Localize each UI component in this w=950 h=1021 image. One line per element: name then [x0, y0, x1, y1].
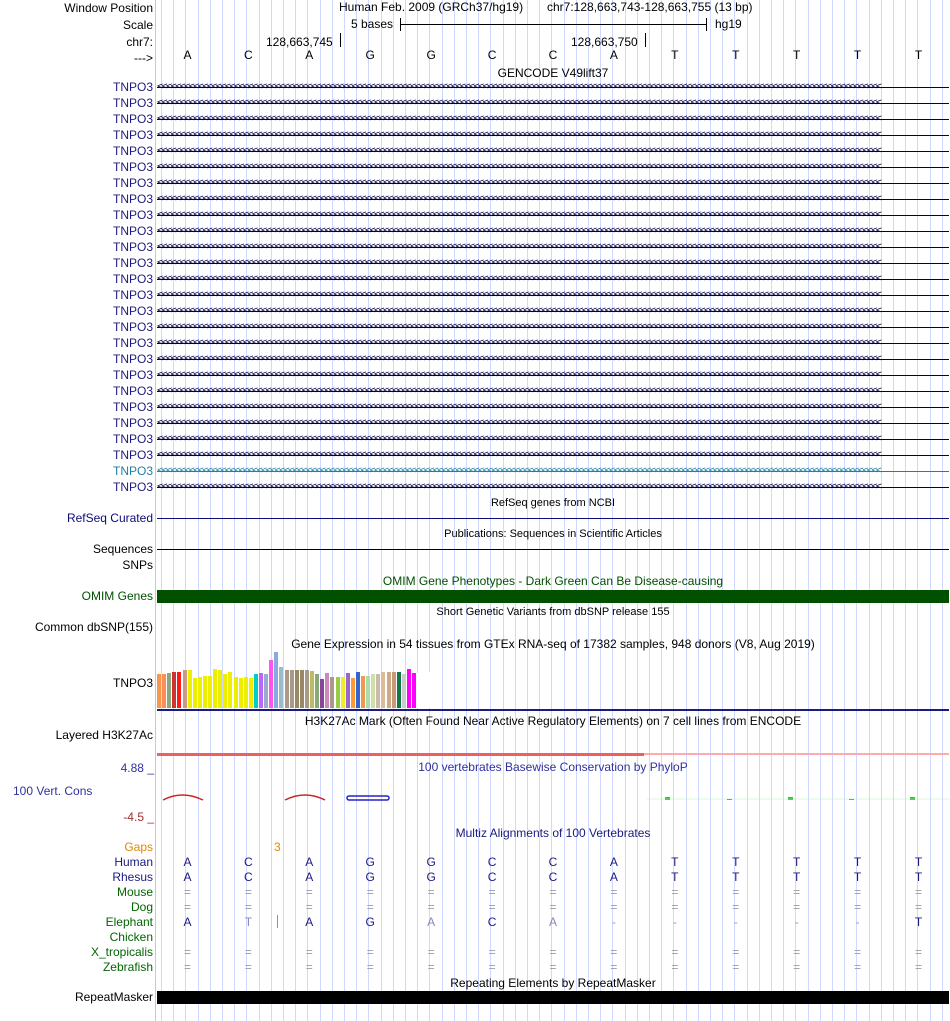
gtex-tissue-bar[interactable] — [422, 674, 426, 708]
coordinate-label-1: 128,663,745 — [266, 35, 333, 49]
aligned-base: = — [366, 900, 374, 914]
aligned-base: = — [854, 900, 862, 914]
gencode-intron-line — [157, 87, 949, 88]
aligned-base: A — [609, 855, 618, 869]
gencode-intron-line — [157, 183, 949, 184]
omim-track-label[interactable]: OMIM Genes — [81, 589, 153, 603]
scale-label: Scale — [122, 18, 153, 32]
aligned-base: = — [488, 945, 496, 959]
conservation-plot[interactable] — [157, 780, 949, 810]
gencode-intron-line — [157, 135, 949, 136]
aligned-base: = — [854, 885, 862, 899]
gencode-transcript-label[interactable]: TNPO3 — [112, 128, 153, 142]
gencode-intron-line — [157, 279, 949, 280]
aligned-base: - — [611, 915, 616, 929]
aligned-base: = — [793, 945, 801, 959]
gencode-intron-line — [157, 391, 949, 392]
aligned-base: = — [305, 945, 313, 959]
aligned-base: = — [915, 885, 923, 899]
gtex-tissue-bar[interactable] — [249, 678, 253, 708]
gtex-gene-line — [157, 709, 949, 711]
base-letter: G — [365, 48, 375, 62]
aligned-base: C — [244, 870, 253, 884]
gtex-tissue-bar[interactable] — [264, 674, 268, 708]
aligned-base: C — [487, 915, 497, 929]
aligned-base: = — [244, 945, 252, 959]
aligned-base: A — [305, 855, 314, 869]
aligned-base: = — [793, 885, 801, 899]
gtex-tissue-bar[interactable] — [213, 669, 217, 708]
species-label[interactable]: Rhesus — [112, 870, 153, 884]
gtex-tissue-bar[interactable] — [381, 672, 385, 708]
gtex-tissue-bar[interactable] — [193, 678, 197, 708]
species-alignment-row — [157, 900, 949, 915]
h3k27ac-signal-strong[interactable] — [157, 753, 644, 756]
gtex-tissue-bar[interactable] — [371, 674, 375, 708]
refseq-track-label[interactable]: RefSeq Curated — [66, 511, 153, 525]
aligned-base: = — [427, 960, 435, 974]
gtex-tissue-bar[interactable] — [172, 672, 176, 708]
chrom-label: chr7: — [126, 35, 153, 49]
gtex-tissue-bar[interactable] — [300, 670, 304, 708]
gencode-intron-line — [157, 103, 949, 104]
gencode-transcript-label[interactable]: TNPO3 — [112, 416, 153, 430]
species-alignment-row — [157, 915, 949, 930]
gtex-tissue-bar[interactable] — [218, 670, 222, 708]
gencode-intron-line — [157, 247, 949, 248]
gencode-intron-line — [157, 295, 949, 296]
aligned-base: = — [671, 900, 679, 914]
gtex-tissue-bar[interactable] — [228, 672, 232, 708]
gencode-intron-line — [157, 327, 949, 328]
gencode-intron-line — [157, 375, 949, 376]
gtex-tissue-bar[interactable] — [295, 670, 299, 708]
aligned-base: - — [672, 915, 677, 929]
base-letter: C — [244, 48, 253, 62]
aligned-base: = — [183, 945, 191, 959]
window-position-label: Window Position — [64, 1, 153, 15]
base-letter: C — [487, 48, 497, 62]
aligned-base: T — [793, 870, 801, 884]
gencode-transcript-label[interactable]: TNPO3 — [112, 368, 153, 382]
aligned-base: = — [244, 960, 252, 974]
species-alignment-row — [157, 945, 949, 960]
repeatmasker-track-label[interactable]: RepeatMasker — [74, 990, 153, 1004]
gencode-intron-line — [157, 343, 949, 344]
gtex-tissue-bar[interactable] — [392, 672, 396, 708]
aligned-base: T — [914, 915, 923, 929]
aligned-base: = — [183, 885, 191, 899]
aligned-base: T — [244, 915, 253, 929]
species-label[interactable]: X_tropicalis — [90, 945, 153, 959]
gtex-tissue-bar[interactable] — [366, 676, 370, 708]
gencode-transcript-label[interactable]: TNPO3 — [112, 224, 153, 238]
gtex-tissue-bar[interactable] — [397, 672, 401, 708]
gtex-tissue-bar[interactable] — [254, 674, 258, 708]
gtex-tissue-bar[interactable] — [198, 677, 202, 708]
aligned-base: = — [305, 885, 313, 899]
species-label[interactable]: Mouse — [116, 885, 153, 899]
gencode-transcript-label[interactable]: TNPO3 — [112, 112, 153, 126]
gtex-tissue-bar[interactable] — [234, 677, 238, 708]
gencode-transcript-label[interactable]: TNPO3 — [112, 272, 153, 286]
aligned-base: = — [915, 900, 923, 914]
coordinate-tick-1 — [340, 33, 341, 47]
gtex-tissue-bar[interactable] — [183, 670, 187, 708]
aligned-base: = — [549, 885, 557, 899]
aligned-base: T — [732, 870, 740, 884]
gencode-transcript-label[interactable]: TNPO3 — [112, 192, 153, 206]
base-sequence — [157, 48, 949, 63]
phylop-positive-box — [347, 796, 389, 800]
gtex-tissue-bar[interactable] — [320, 679, 324, 708]
publications-sequences-line[interactable] — [157, 549, 949, 550]
aligned-base: - — [794, 915, 799, 929]
dbsnp-track-title[interactable]: Short Genetic Variants from dbSNP release 155 — [436, 606, 670, 618]
gencode-intron-line — [157, 471, 949, 472]
base-letter: T — [732, 48, 740, 62]
aligned-base: C — [548, 870, 558, 884]
aligned-base: T — [914, 855, 923, 869]
gtex-tissue-bar[interactable] — [417, 673, 421, 708]
aligned-base: = — [488, 885, 496, 899]
gtex-tissue-bar[interactable] — [239, 678, 243, 708]
gaps-label[interactable]: Gaps — [124, 840, 153, 854]
aligned-base: = — [488, 960, 496, 974]
gtex-tissue-bar[interactable] — [336, 677, 340, 708]
aligned-base: = — [427, 900, 435, 914]
aligned-base: C — [487, 855, 497, 869]
aligned-base: G — [365, 870, 375, 884]
gtex-tissue-bar[interactable] — [157, 674, 161, 708]
species-label[interactable]: Dog — [130, 900, 153, 914]
gencode-transcript-label[interactable]: TNPO3 — [112, 176, 153, 190]
gencode-intron-line — [157, 487, 949, 488]
gtex-tissue-bar[interactable] — [325, 673, 329, 708]
gencode-transcript-label[interactable]: TNPO3 — [112, 96, 153, 110]
aligned-base: = — [549, 960, 557, 974]
publications-track-title[interactable]: Publications: Sequences in Scientific Articles — [444, 528, 662, 540]
gtex-tissue-bar[interactable] — [269, 660, 273, 708]
refseq-gene-line[interactable] — [157, 518, 949, 519]
gtex-expression-bars[interactable] — [157, 652, 949, 708]
base-letter: A — [609, 48, 618, 62]
label-separator — [155, 0, 156, 1021]
aligned-base: = — [549, 900, 557, 914]
conservation-ymin-label: -4.5 _ — [123, 810, 154, 824]
gtex-tissue-bar[interactable] — [305, 670, 309, 708]
gtex-tissue-bar[interactable] — [274, 652, 278, 708]
gencode-intron-line — [157, 311, 949, 312]
gencode-intron-line — [157, 231, 949, 232]
aligned-base: = — [793, 900, 801, 914]
snps-label[interactable]: SNPs — [122, 558, 153, 572]
gencode-transcript-label[interactable]: TNPO3 — [112, 464, 153, 478]
aligned-base: A — [183, 915, 192, 929]
aligned-base: = — [793, 960, 801, 974]
aligned-base: = — [915, 960, 923, 974]
gencode-intron-line — [157, 167, 949, 168]
phylop-mark-3 — [788, 797, 793, 800]
aligned-base: T — [671, 870, 679, 884]
gtex-tissue-bar[interactable] — [427, 672, 431, 708]
repeatmasker-track-title[interactable]: Repeating Elements by RepeatMasker — [450, 976, 656, 990]
species-label[interactable]: Elephant — [105, 915, 153, 929]
gtex-tissue-bar[interactable] — [407, 669, 411, 708]
aligned-base: = — [610, 900, 618, 914]
gencode-transcript-label[interactable]: TNPO3 — [112, 352, 153, 366]
gencode-transcript-label[interactable]: TNPO3 — [112, 240, 153, 254]
conservation-ymax-label: 4.88 _ — [120, 761, 154, 775]
species-alignment-row — [157, 960, 949, 975]
aligned-base: A — [548, 915, 557, 929]
aligned-base: A — [305, 870, 314, 884]
gtex-tissue-bar[interactable] — [167, 673, 171, 708]
conservation-track-title[interactable]: 100 vertebrates Basewise Conservation by PhyloP — [418, 760, 688, 774]
gencode-transcript-label[interactable]: TNPO3 — [112, 400, 153, 414]
gencode-transcript-label[interactable]: TNPO3 — [112, 480, 153, 494]
gencode-transcript-label[interactable]: TNPO3 — [112, 384, 153, 398]
aligned-base: T — [671, 855, 679, 869]
gtex-tissue-bar[interactable] — [177, 672, 181, 708]
aligned-base: T — [732, 855, 740, 869]
base-letter: T — [671, 48, 679, 62]
gtex-tissue-bar[interactable] — [290, 670, 294, 708]
gencode-intron-line — [157, 439, 949, 440]
gencode-intron-line — [157, 455, 949, 456]
aligned-base: = — [671, 885, 679, 899]
phylop-negative-2 — [285, 795, 325, 800]
phylop-mark-5 — [910, 797, 915, 800]
aligned-base: = — [854, 960, 862, 974]
base-letter: A — [183, 48, 192, 62]
aligned-base: = — [732, 960, 740, 974]
repeatmasker-bar[interactable] — [157, 991, 949, 1004]
aligned-base: = — [732, 900, 740, 914]
assembly-text: Human Feb. 2009 (GRCh37/hg19) — [339, 0, 524, 14]
aligned-base: = — [915, 945, 923, 959]
h3k27ac-track-label[interactable]: Layered H3K27Ac — [55, 728, 153, 742]
aligned-base: A — [183, 870, 192, 884]
aligned-base: = — [183, 900, 191, 914]
aligned-base: = — [366, 945, 374, 959]
species-label[interactable]: Human — [114, 855, 153, 869]
base-letter: G — [426, 48, 436, 62]
aligned-base: - — [855, 915, 860, 929]
gtex-tissue-bar[interactable] — [223, 674, 227, 708]
scale-text: 5 bases — [351, 17, 394, 31]
db-text: hg19 — [715, 17, 742, 31]
elephant-insertion-marker — [277, 915, 278, 928]
phylop-mark-1 — [665, 797, 670, 800]
gencode-transcript-label[interactable]: TNPO3 — [112, 432, 153, 446]
aligned-base: A — [427, 915, 436, 929]
strand-label: ---> — [134, 51, 153, 65]
aligned-base: - — [733, 915, 738, 929]
gencode-intron-line — [157, 359, 949, 360]
gtex-tissue-bar[interactable] — [351, 678, 355, 708]
aligned-base: = — [244, 885, 252, 899]
omim-gene-bar[interactable] — [157, 590, 949, 603]
gencode-transcript-label[interactable]: TNPO3 — [112, 160, 153, 174]
aligned-base: A — [183, 855, 192, 869]
gtex-tissue-bar[interactable] — [376, 674, 380, 708]
gtex-tissue-bar[interactable] — [346, 673, 350, 708]
aligned-base: = — [549, 945, 557, 959]
gtex-tissue-bar[interactable] — [259, 673, 263, 708]
aligned-base: A — [305, 915, 314, 929]
gtex-tissue-bar[interactable] — [285, 670, 289, 708]
gencode-intron-line — [157, 215, 949, 216]
aligned-base: = — [244, 900, 252, 914]
aligned-base: G — [426, 855, 436, 869]
aligned-base: = — [305, 900, 313, 914]
gtex-track-label[interactable]: TNPO3 — [112, 676, 153, 690]
gencode-transcript-label[interactable]: TNPO3 — [112, 304, 153, 318]
gencode-intron-line — [157, 119, 949, 120]
base-letter: C — [548, 48, 558, 62]
aligned-base: T — [853, 855, 862, 869]
gtex-tissue-bar[interactable] — [244, 677, 248, 708]
scale-bar-right-tick — [706, 18, 707, 31]
gencode-transcript-label[interactable]: TNPO3 — [112, 448, 153, 462]
gtex-tissue-bar[interactable] — [387, 672, 391, 708]
scale-bar — [400, 24, 706, 25]
gtex-tissue-bar[interactable] — [412, 673, 416, 708]
gencode-intron-line — [157, 263, 949, 264]
base-letter: T — [853, 48, 862, 62]
refseq-track-title[interactable]: RefSeq genes from NCBI — [490, 497, 616, 509]
phylop-negative-1 — [163, 795, 203, 800]
base-letter: T — [914, 48, 923, 62]
aligned-base: T — [914, 870, 923, 884]
aligned-base: = — [366, 960, 374, 974]
aligned-base: C — [487, 870, 497, 884]
aligned-base: T — [793, 855, 801, 869]
gencode-intron-line — [157, 199, 949, 200]
gtex-tissue-bar[interactable] — [310, 671, 314, 708]
gtex-track-title[interactable]: Gene Expression in 54 tissues from GTEx RNA-seq of 17382 samples, 948 donors (V8, Aug 2019) — [291, 637, 815, 651]
species-alignment-row — [157, 855, 949, 870]
aligned-base: A — [609, 870, 618, 884]
gap-count: 3 — [274, 840, 281, 854]
aligned-base: = — [488, 900, 496, 914]
aligned-base: G — [365, 915, 375, 929]
aligned-base: = — [366, 885, 374, 899]
aligned-base: G — [365, 855, 375, 869]
aligned-base: = — [671, 960, 679, 974]
aligned-base: G — [426, 870, 436, 884]
aligned-base: = — [305, 960, 313, 974]
h3k27ac-track-title[interactable]: H3K27Ac Mark (Often Found Near Active Regulatory Elements) on 7 cell lines from ENCODE — [304, 714, 802, 728]
coordinate-tick-2 — [645, 33, 646, 47]
scale-bar-left-tick — [400, 18, 401, 31]
gencode-intron-line — [157, 151, 949, 152]
aligned-base: = — [671, 945, 679, 959]
gencode-transcript-label[interactable]: TNPO3 — [112, 256, 153, 270]
base-letter: A — [305, 48, 314, 62]
gencode-transcript-label[interactable]: TNPO3 — [112, 336, 153, 350]
aligned-base: = — [732, 885, 740, 899]
gtex-tissue-bar[interactable] — [162, 674, 166, 708]
aligned-base: = — [183, 960, 191, 974]
dbsnp-track-label[interactable]: Common dbSNP(155) — [34, 620, 153, 634]
gencode-intron-line — [157, 423, 949, 424]
gencode-transcript-label[interactable]: TNPO3 — [112, 80, 153, 94]
gencode-transcript-label[interactable]: TNPO3 — [112, 320, 153, 334]
aligned-base: T — [853, 870, 862, 884]
gtex-tissue-bar[interactable] — [315, 674, 319, 708]
gtex-tissue-bar[interactable] — [402, 674, 406, 708]
aligned-base: = — [610, 885, 618, 899]
sequences-label[interactable]: Sequences — [92, 542, 153, 556]
aligned-base: C — [548, 855, 558, 869]
species-label[interactable]: Chicken — [109, 930, 153, 944]
gencode-transcript-label[interactable]: TNPO3 — [112, 144, 153, 158]
aligned-base: = — [854, 945, 862, 959]
gtex-tissue-bar[interactable] — [341, 677, 345, 708]
species-alignment-row — [157, 885, 949, 900]
species-alignment-row — [157, 870, 949, 885]
base-letter: T — [793, 48, 801, 62]
gtex-tissue-bar[interactable] — [330, 677, 334, 708]
gencode-transcript-label[interactable]: TNPO3 — [112, 208, 153, 222]
coordinate-label-2: 128,663,750 — [571, 35, 638, 49]
gtex-tissue-bar[interactable] — [188, 670, 192, 708]
position-text: chr7:128,663,743-128,663,755 (13 bp) — [547, 0, 753, 14]
aligned-base: = — [610, 960, 618, 974]
omim-track-title[interactable]: OMIM Gene Phenotypes - Dark Green Can Be Disease-causing — [382, 574, 724, 588]
conservation-track-label[interactable]: 100 Vert. Cons — [13, 784, 93, 798]
gtex-tissue-bar[interactable] — [356, 672, 360, 708]
gtex-tissue-bar[interactable] — [361, 676, 365, 708]
aligned-base: = — [732, 945, 740, 959]
gencode-track-title[interactable]: GENCODE V49lift37 — [497, 66, 609, 80]
gencode-transcript-label[interactable]: TNPO3 — [112, 288, 153, 302]
aligned-base: = — [427, 885, 435, 899]
gtex-tissue-bar[interactable] — [203, 676, 207, 708]
aligned-base: C — [244, 855, 253, 869]
gtex-tissue-bar[interactable] — [208, 676, 212, 708]
aligned-base: = — [427, 945, 435, 959]
gencode-intron-line — [157, 407, 949, 408]
species-label[interactable]: Zebrafish — [102, 960, 153, 974]
aligned-base: = — [610, 945, 618, 959]
multiz-track-title[interactable]: Multiz Alignments of 100 Vertebrates — [455, 826, 651, 840]
gtex-tissue-bar[interactable] — [279, 667, 283, 708]
